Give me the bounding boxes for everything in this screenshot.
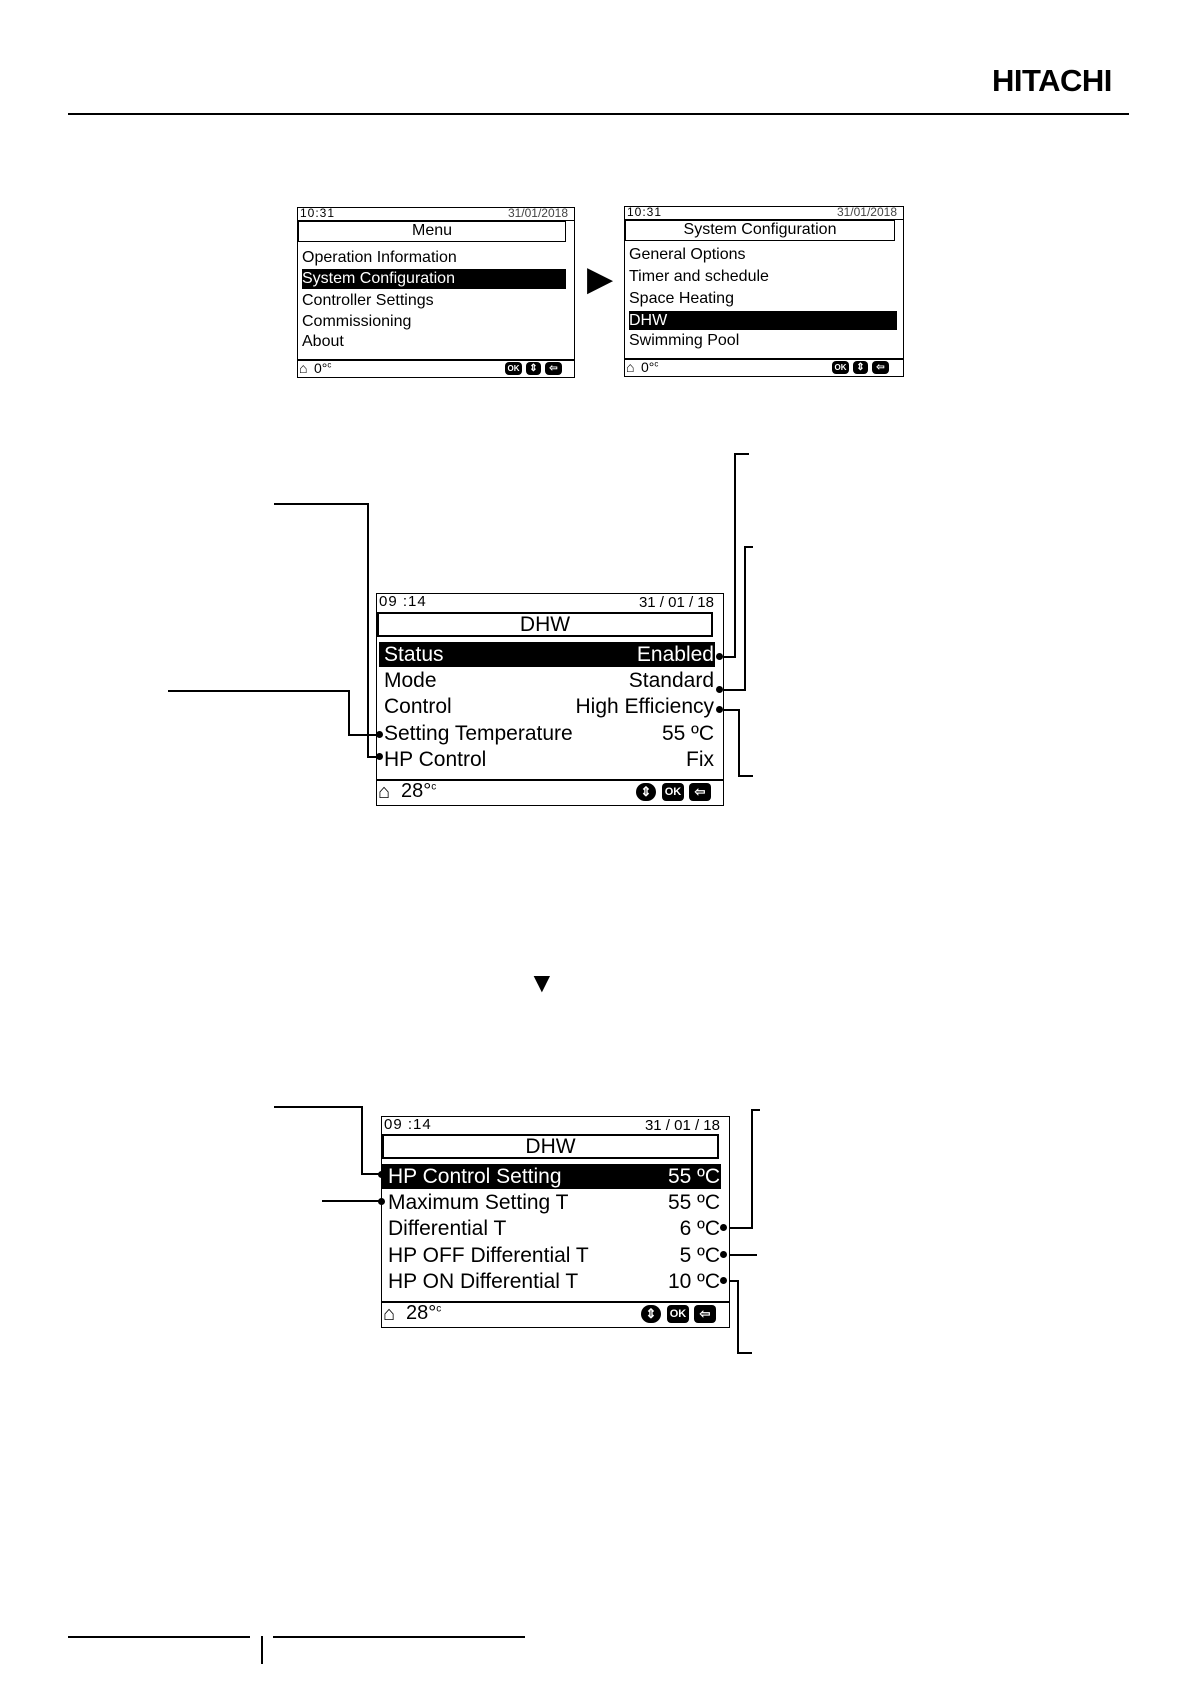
dhw-screen-1 <box>376 593 724 806</box>
callout-line <box>367 503 369 757</box>
arrow-right-icon: ▶ <box>587 260 614 298</box>
dhw-row-hp-control-setting[interactable] <box>382 1164 721 1189</box>
outdoor-temperature: 0°$^c$ <box>641 359 659 375</box>
dhw-row-differential-t[interactable] <box>382 1216 721 1242</box>
back-button[interactable]: ⇦ <box>545 362 562 375</box>
callout-line <box>751 1109 753 1229</box>
callout-line <box>322 1200 382 1202</box>
row-value: 55 ºC <box>667 1165 720 1188</box>
arrow-down-icon: ▼ <box>528 967 556 998</box>
dhw-row-hp-control[interactable] <box>379 747 715 773</box>
clock-time: 09 :14 <box>384 1116 432 1133</box>
footer-bar <box>382 1301 729 1327</box>
screen-title: System Configuration <box>625 220 895 241</box>
screen-title: Menu <box>298 221 566 242</box>
menu-item-commissioning[interactable]: Commissioning <box>302 313 412 330</box>
clock-date: 31 / 01 / 18 <box>644 1117 720 1134</box>
row-label: Maximum Setting T <box>388 1191 569 1214</box>
callout-dot <box>378 1171 385 1178</box>
row-label: HP ON Differential T <box>388 1270 579 1293</box>
menu-item-timer-and-schedule[interactable]: Timer and schedule <box>629 268 769 285</box>
callout-dot <box>376 753 383 760</box>
row-value: Fix <box>686 748 714 771</box>
clock-date: 31/01/2018 <box>507 207 568 220</box>
row-label: Setting Temperature <box>384 722 573 745</box>
clock-time: 09 :14 <box>379 593 427 610</box>
row-value: High Efficiency <box>575 695 714 718</box>
home-icon[interactable]: ⌂ <box>299 360 308 376</box>
row-label: Status <box>384 643 444 666</box>
back-button[interactable]: ⇦ <box>872 361 889 374</box>
row-label: HP Control <box>384 748 487 771</box>
home-icon[interactable]: ⌂ <box>626 359 635 375</box>
row-value: 6 ºC <box>679 1217 720 1240</box>
ok-button[interactable]: OK <box>667 1305 689 1323</box>
menu-item-operation-information[interactable]: Operation Information <box>302 249 457 266</box>
callout-line <box>737 1280 739 1354</box>
callout-line <box>168 690 349 692</box>
menu-screen <box>297 207 575 378</box>
callout-line <box>737 1352 752 1354</box>
footer-rule-left <box>68 1636 250 1638</box>
footer-bar <box>625 358 903 376</box>
menu-item-system-configuration[interactable]: System Configuration <box>302 269 566 289</box>
row-value: Standard <box>628 669 714 692</box>
up-down-button[interactable]: ⇕ <box>636 783 656 801</box>
outdoor-temperature: 28°$^c$ <box>406 1302 442 1324</box>
dhw-row-hp-on-differential-t[interactable] <box>382 1269 721 1295</box>
row-label: Differential T <box>388 1217 507 1240</box>
menu-item-about[interactable]: About <box>302 333 344 350</box>
menu-item-dhw[interactable]: DHW <box>629 311 897 330</box>
row-value: 55 ºC <box>667 1191 720 1214</box>
callout-dot <box>716 653 723 660</box>
up-down-button[interactable]: ⇕ <box>526 362 541 375</box>
callout-dot <box>716 706 723 713</box>
callout-line <box>721 689 746 691</box>
callout-dot <box>716 686 723 693</box>
callout-line <box>734 453 749 455</box>
up-down-button[interactable]: ⇕ <box>853 361 868 374</box>
dhw-row-mode[interactable] <box>379 668 715 694</box>
ok-button[interactable]: OK <box>505 362 522 375</box>
footer-bar <box>377 779 723 805</box>
callout-dot <box>376 731 383 738</box>
status-bar <box>377 594 723 610</box>
screen-title: DHW <box>377 612 713 637</box>
callout-line <box>274 503 369 505</box>
callout-line <box>744 546 746 691</box>
row-label: Mode <box>384 669 437 692</box>
dhw-row-status[interactable] <box>379 642 715 667</box>
status-bar <box>382 1117 729 1133</box>
brand-logo: HITACHI <box>992 63 1112 98</box>
row-value: 5 ºC <box>679 1244 720 1267</box>
home-icon[interactable]: ⌂ <box>383 1303 396 1325</box>
footer-divider <box>261 1636 263 1664</box>
clock-time: 10:31 <box>627 206 663 219</box>
menu-item-controller-settings[interactable]: Controller Settings <box>302 292 434 309</box>
outdoor-temperature: 0°$^c$ <box>314 360 332 376</box>
callout-line <box>738 775 753 777</box>
callout-dot <box>378 1198 385 1205</box>
clock-time: 10:31 <box>300 207 336 220</box>
row-value: Enabled <box>636 643 714 666</box>
header-rule <box>68 113 1129 115</box>
callout-dot <box>720 1251 727 1258</box>
up-down-button[interactable]: ⇕ <box>641 1305 661 1323</box>
status-bar <box>298 208 574 221</box>
clock-date: 31/01/2018 <box>836 206 897 219</box>
menu-item-space-heating[interactable]: Space Heating <box>629 290 734 307</box>
back-button[interactable]: ⇦ <box>694 1305 716 1323</box>
callout-dot <box>720 1277 727 1284</box>
callout-line <box>734 453 736 657</box>
clock-date: 31 / 01 / 18 <box>638 594 714 611</box>
status-bar <box>625 207 903 220</box>
row-label: Control <box>384 695 452 718</box>
menu-item-general-options[interactable]: General Options <box>629 246 746 263</box>
dhw-row-maximum-setting-t[interactable] <box>382 1190 721 1216</box>
footer-bar <box>298 359 574 377</box>
row-value: 55 ºC <box>661 722 714 745</box>
ok-button[interactable]: OK <box>832 361 849 374</box>
row-label: HP OFF Differential T <box>388 1244 589 1267</box>
dhw-screen-2 <box>381 1116 730 1328</box>
footer-rule-right <box>273 1636 525 1638</box>
screen-title: DHW <box>382 1134 719 1159</box>
callout-dot <box>720 1224 727 1231</box>
menu-item-swimming-pool[interactable]: Swimming Pool <box>629 332 740 349</box>
ok-button[interactable]: OK <box>662 783 684 801</box>
dhw-row-setting-temperature[interactable] <box>379 721 715 747</box>
back-button[interactable]: ⇦ <box>689 783 711 801</box>
callout-line <box>274 1106 363 1108</box>
dhw-row-hp-off-differential-t[interactable] <box>382 1243 721 1269</box>
row-label: HP Control Setting <box>388 1165 562 1188</box>
home-icon[interactable]: ⌂ <box>378 781 391 803</box>
callout-line <box>361 1106 363 1175</box>
system-configuration-screen <box>624 206 904 377</box>
dhw-row-control[interactable] <box>379 694 715 720</box>
callout-line <box>738 709 740 777</box>
row-value: 10 ºC <box>667 1270 720 1293</box>
outdoor-temperature: 28°$^c$ <box>401 780 437 802</box>
callout-line <box>348 690 350 735</box>
